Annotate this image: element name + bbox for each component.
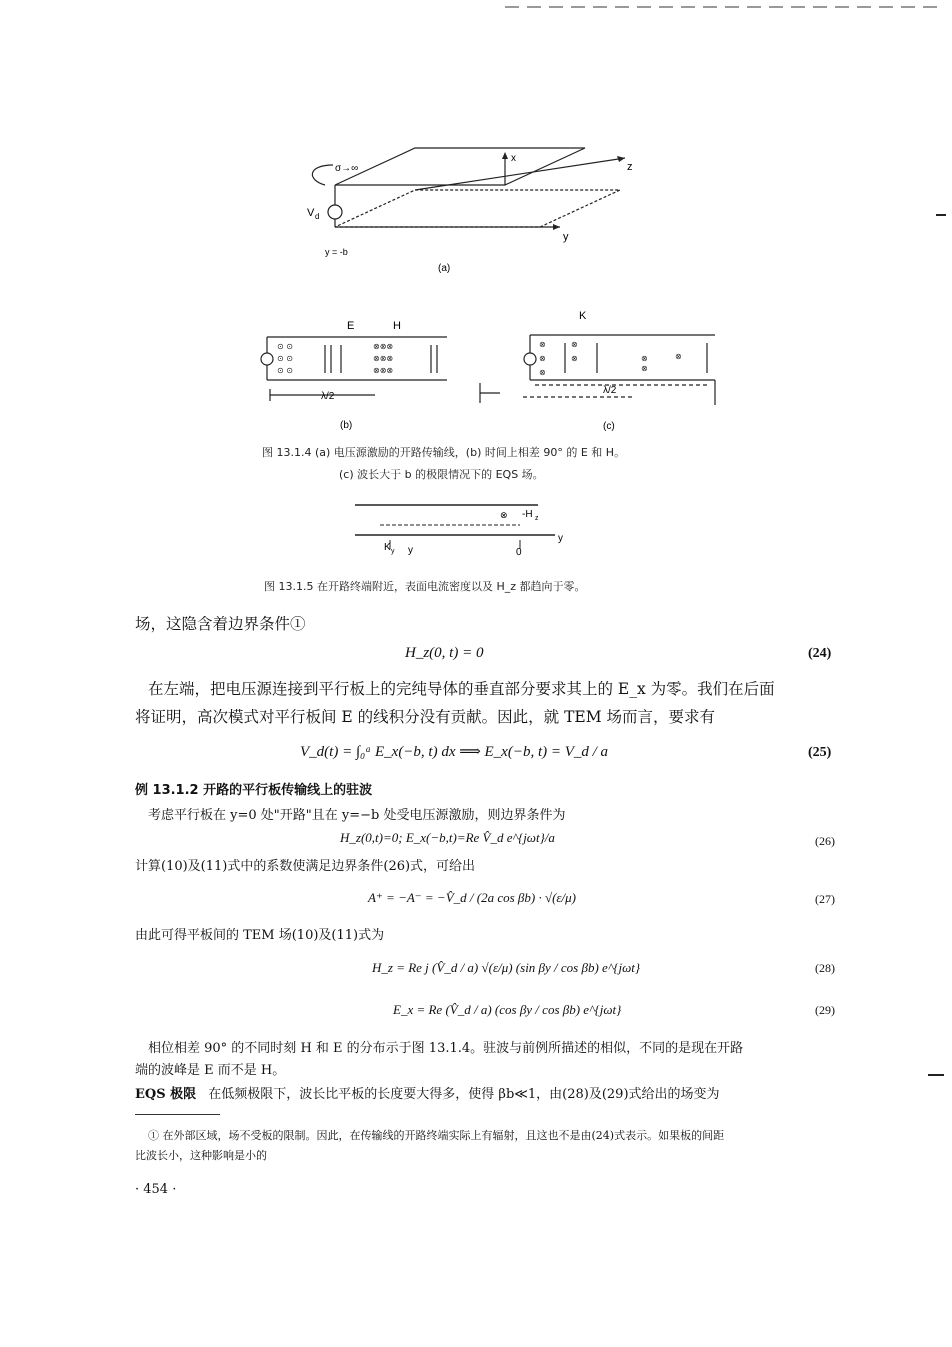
equation-29: E_x = Re (V̂_d / a) (cos βy / cos βb) e^{jωt}	[393, 1002, 622, 1017]
equation-25-number: (25)	[808, 745, 832, 760]
svg-text:⊗: ⊗	[539, 368, 546, 377]
svg-text:⊗⊗⊗: ⊗⊗⊗	[373, 366, 394, 375]
sigma-arrow	[312, 165, 333, 185]
y-label: y	[563, 231, 569, 243]
fig-b-lambda: λ/2	[321, 391, 335, 402]
svg-text:⊗: ⊗	[571, 340, 578, 349]
fig-c-lambda: λ/2	[603, 385, 617, 396]
equation-24-number: (24)	[808, 646, 832, 661]
svg-text:⊗: ⊗	[500, 511, 508, 521]
caption-fig-13-1-4-line1: 图 13.1.4 (a) 电压源激励的开路传输线，(b) 时间上相差 90° 的 E 和 H。	[262, 446, 626, 459]
eqs-paragraph	[135, 1085, 720, 1105]
svg-text:⊗: ⊗	[641, 354, 648, 363]
page-number: · 454 ·	[135, 1182, 177, 1197]
example-title: 例 13.1.2 开路的平行板传输线上的驻波	[135, 783, 373, 798]
svg-text:⊗⊗⊗: ⊗⊗⊗	[373, 342, 394, 351]
equation-28: H_z = Re j (V̂_d / a) √(ε/μ) (sin βy / cos βb) e^{jωt}	[372, 960, 641, 975]
paragraph-1: 场，这隐含着边界条件①	[135, 615, 306, 633]
equation-26-number: (26)	[815, 834, 835, 848]
svg-text:⊙ ⊙: ⊙ ⊙	[277, 366, 293, 375]
eqs-heading: EQS 极限	[135, 1087, 197, 1102]
bottom-plate	[335, 190, 620, 227]
caption-fig-13-1-5: 图 13.1.5 在开路终端附近，表面电流密度以及 H_z 都趋向于零。	[264, 580, 586, 593]
vd-subscript: d	[315, 212, 320, 221]
fig-1315-hz-sub: z	[535, 515, 539, 522]
vd-label: V	[307, 207, 315, 219]
sigma-label: σ→∞	[335, 163, 359, 174]
svg-text:⊗: ⊗	[539, 354, 546, 363]
scan-mark	[928, 1074, 944, 1076]
equation-25: V_d(t) = ∫₀ᵃ E_x(−b, t) dx ⟹ E_x(−b, t) = V_d / a	[300, 744, 609, 760]
fig-1315-hz: -H	[522, 509, 533, 520]
svg-text:⊗: ⊗	[675, 352, 682, 361]
fig-1315-ky: K	[384, 542, 391, 553]
eqs-text: 在低频极限下，波长比平板的长度要大得多，使得 βb≪1，由(28)及(29)式给出的场变为	[208, 1087, 720, 1102]
x-label: x	[511, 153, 516, 164]
fig-b-E: E	[347, 320, 355, 332]
figure-13-1-4b	[255, 315, 455, 435]
fig-b-label: (b)	[340, 420, 353, 431]
fig-1315-y-left: y	[408, 545, 413, 556]
top-plate	[335, 148, 585, 185]
fig-1315-ky-sub: y	[391, 548, 395, 555]
fig-c-label: (c)	[603, 421, 615, 432]
z-axis-line	[415, 158, 625, 190]
yb-label: y = -b	[325, 247, 348, 257]
source-circle	[328, 205, 342, 219]
caption-fig-13-1-4-line2: (c) 波长大于 b 的极限情况下的 EQS 场。	[339, 468, 544, 481]
footnote-line2: 比波长小，这种影响是小的	[135, 1149, 267, 1162]
example-line5: 端的波峰是 E 而不是 H。	[135, 1063, 286, 1078]
svg-text:⊙ ⊙: ⊙ ⊙	[277, 354, 293, 363]
footnote-line1: ① 在外部区域，场不受板的限制。因此，在传输线的开路终端实际上有辐射，且这也不是由(24)式表示。如果板的间距	[148, 1129, 725, 1142]
fig-1315-zero: 0	[516, 547, 522, 558]
svg-text:⊗: ⊗	[539, 340, 546, 349]
example-line3: 由此可得平板间的 TEM 场(10)及(11)式为	[135, 928, 385, 943]
example-line4: 相位相差 90° 的不同时刻 H 和 E 的分布示于图 13.1.4。驻波与前例所描述的相似，不同的是现在开路	[148, 1041, 744, 1056]
scan-mark	[936, 214, 946, 216]
svg-text:⊗: ⊗	[571, 354, 578, 363]
fig-c-K: K	[579, 310, 587, 322]
footnote-rule	[135, 1114, 220, 1115]
paragraph-2-line2: 将证明，高次模式对平行板间 E 的线积分没有贡献。因此，就 TEM 场而言，要求有	[135, 708, 716, 726]
equation-24: H_z(0, t) = 0	[405, 645, 484, 661]
equation-26: H_z(0,t)=0; E_x(−b,t)=Re V̂_d e^{jωt}/a	[340, 830, 555, 845]
fig-b-H: H	[393, 320, 401, 332]
equation-27-number: (27)	[815, 892, 835, 906]
svg-text:⊗: ⊗	[641, 364, 648, 373]
equation-29-number: (29)	[815, 1003, 835, 1017]
figure-13-1-4a	[295, 140, 645, 280]
svg-text:⊗⊗⊗: ⊗⊗⊗	[373, 354, 394, 363]
figure-13-1-4c	[475, 305, 725, 435]
paragraph-2-line1: 在左端，把电压源连接到平行板上的完纯导体的垂直部分要求其上的 E_x 为零。我们在后面	[148, 680, 775, 698]
equation-27: A⁺ = −A⁻ = −V̂_d / (2a cos βb) · √(ε/μ)	[368, 890, 577, 905]
z-label: z	[627, 161, 633, 173]
example-line1: 考虑平行板在 y=0 处"开路"且在 y=−b 处受电压源激励，则边界条件为	[148, 808, 566, 823]
figure-13-1-5	[350, 497, 580, 562]
header-dashed-rule	[505, 6, 945, 8]
equation-28-number: (28)	[815, 961, 835, 975]
example-line2: 计算(10)及(11)式中的系数使满足边界条件(26)式，可给出	[135, 859, 476, 874]
svg-text:⊙ ⊙: ⊙ ⊙	[277, 342, 293, 351]
fig-a-label: (a)	[438, 263, 451, 274]
fig-1315-y-axis: y	[558, 533, 563, 544]
